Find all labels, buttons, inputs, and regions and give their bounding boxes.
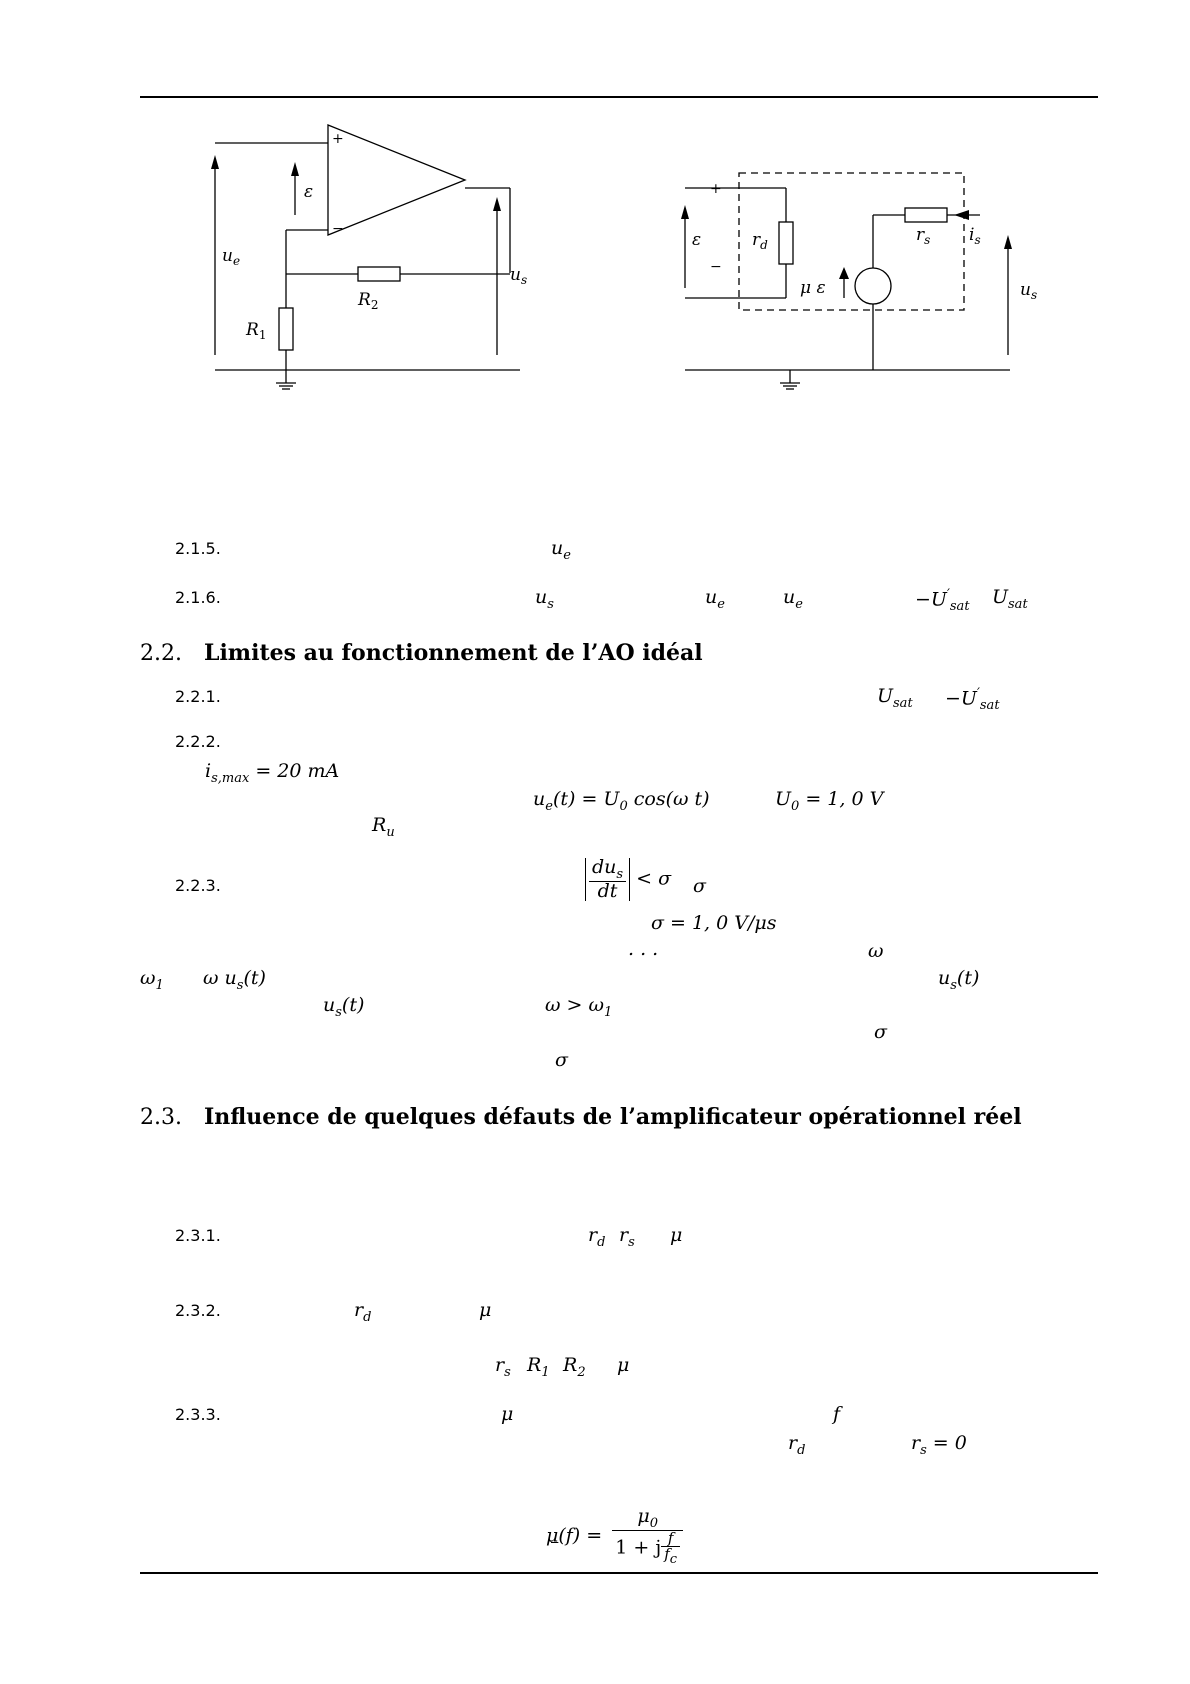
usat-symbol: $U_{sat}$	[992, 586, 1028, 612]
model-minus-sign: −	[710, 259, 722, 275]
resistor-rs	[905, 208, 947, 222]
is-label: $i_s$	[969, 225, 981, 247]
section-2-2-heading: 2.2. Limites au fonctionnement de l’AO idéal	[140, 640, 703, 666]
neg-usat-prime-symbol: $-U'_{sat}$	[945, 686, 1000, 714]
r2-label: $R_2$	[358, 290, 379, 312]
question-2-3-2-number: 2.3.2.	[175, 1301, 221, 1320]
us-label: $u_s$	[510, 265, 528, 287]
bottom-rule	[140, 1572, 1098, 1574]
sigma-value: σ = 1, 0 V/μs	[651, 912, 777, 934]
ue-t-expression: $u_e(t) = U_0$ cos(ω t)	[533, 788, 710, 814]
rs-label: $r_s$	[916, 225, 931, 247]
question-2-1-5-number: 2.1.5.	[175, 539, 221, 558]
ru-symbol: $R_u$	[372, 814, 395, 840]
mu-eps-label: μ ε	[800, 278, 826, 298]
model-epsilon-label: ε	[692, 230, 702, 250]
voltage-source-circle	[855, 268, 891, 304]
ue-symbol: $u_e$	[551, 537, 571, 563]
model-us-label: $u_s$	[1020, 280, 1038, 302]
sigma-symbol: σ	[693, 875, 706, 897]
question-2-2-3-number: 2.2.3.	[175, 876, 221, 895]
rs-symbol: $r_s$	[619, 1224, 635, 1250]
open-loop-gain-formula: μ(f) = $\mu_0$ 1 + j $\frac{f}{f_c}$	[546, 1507, 683, 1566]
resistor-r2	[358, 267, 400, 281]
neg-usat-prime-symbol: $-U'_{sat}$	[915, 587, 970, 615]
resistor-r1	[279, 308, 293, 350]
sigma-symbol: σ	[555, 1049, 568, 1071]
omega-1-symbol: $\omega_1$	[140, 967, 164, 993]
us-symbol: $u_s$	[535, 586, 554, 612]
ellipsis: . . .	[628, 938, 659, 960]
omega-us-expression: ω $u_s(t)$	[203, 967, 266, 993]
omega-gt-omega1: $\omega > \omega_1$	[545, 994, 613, 1020]
r2-symbol: $R_2$	[563, 1354, 586, 1380]
resistor-rd	[779, 222, 793, 264]
inverting-input-sign: −	[332, 221, 344, 237]
rd-symbol: $r_d$	[354, 1299, 372, 1325]
opamp-model-figure	[680, 115, 1040, 395]
us-t-expression: $u_s(t)$	[938, 967, 980, 993]
amplifier-circuit-figure	[200, 115, 540, 395]
question-2-2-1-number: 2.2.1.	[175, 687, 221, 706]
f-symbol: f	[833, 1403, 841, 1425]
rs-zero-expression: $r_s = 0$	[911, 1432, 967, 1458]
mu-symbol: μ	[479, 1299, 492, 1321]
ue-label: $u_e$	[222, 246, 241, 268]
ue-symbol: $u_e$	[783, 586, 803, 612]
section-2-3-heading: 2.3. Influence de quelques défauts de l’amplificateur opérationnel réel	[140, 1104, 1022, 1130]
r1-label: $R_1$	[246, 320, 267, 342]
question-2-1-6-number: 2.1.6.	[175, 588, 221, 607]
question-2-3-1-number: 2.3.1.	[175, 1226, 221, 1245]
mu-symbol: μ	[670, 1224, 683, 1246]
noninverting-input-sign: +	[332, 131, 344, 147]
usat-symbol: $U_{sat}$	[877, 685, 913, 711]
us-t-expression: $u_s(t)$	[323, 994, 365, 1020]
opamp-triangle	[328, 125, 465, 235]
mu-symbol: μ	[501, 1403, 514, 1425]
question-2-2-2-number: 2.2.2.	[175, 732, 221, 751]
sigma-symbol: σ	[874, 1021, 887, 1043]
top-rule	[140, 96, 1098, 98]
model-plus-sign: +	[710, 181, 722, 197]
rd-symbol: $r_d$	[588, 1224, 606, 1250]
question-2-3-3-number: 2.3.3.	[175, 1405, 221, 1424]
r1-symbol: $R_1$	[527, 1354, 550, 1380]
is-max-expression: $i_{s,max} = 20$ mA	[205, 760, 340, 786]
mu-symbol: μ	[617, 1354, 630, 1376]
slew-rate-condition: $\frac{du_s}{dt}$ < σ	[585, 858, 671, 901]
rd-label: $r_d$	[752, 230, 768, 252]
omega-symbol: ω	[868, 940, 884, 962]
u0-value: $U_0 = 1$, 0 V	[775, 788, 884, 814]
rs-symbol: $r_s$	[495, 1354, 511, 1380]
ue-symbol: $u_e$	[705, 586, 725, 612]
rd-symbol: $r_d$	[788, 1432, 806, 1458]
epsilon-label: ε	[304, 182, 314, 202]
